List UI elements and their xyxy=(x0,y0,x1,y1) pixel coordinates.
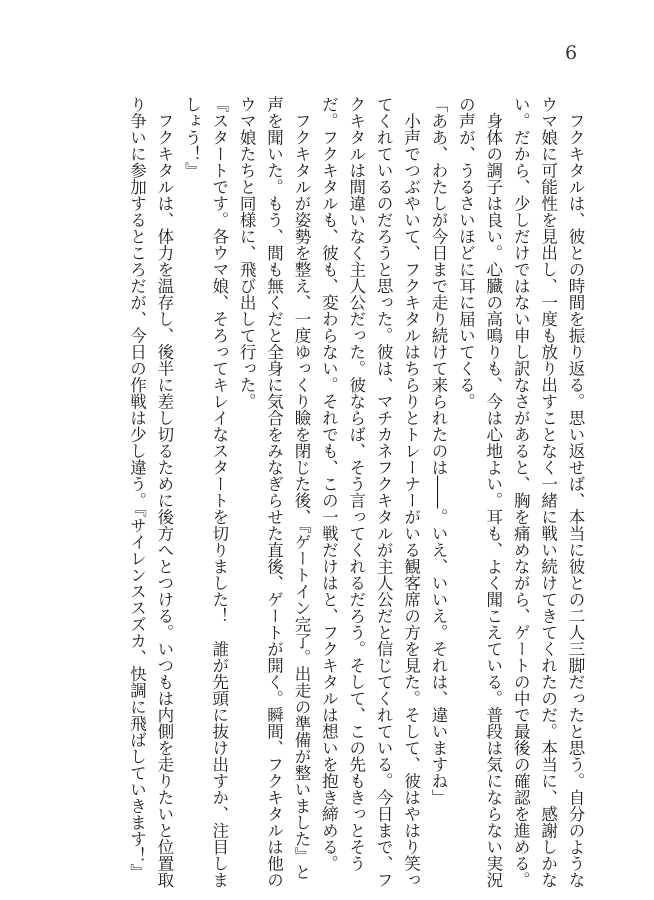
text-line: フクキタルが姿勢を整え、一度ゆっくり瞼を閉じた後、『ゲートイン完了。出走の準備が整いました』と xyxy=(291,96,311,880)
text-line: り争いに参加するところだが、今日の作戦は少し違う。『サイレンススズカ、快調に飛ばしていきます！』 xyxy=(127,96,147,880)
text-line: 小声でつぶやいて、フクキタルはちらりとトレーナーがいる観客席の方を見た。そして、彼はやはり笑っ xyxy=(401,96,421,888)
text-line: 声を聞いた。もう、間も無くだと全身に気合をみなぎらせた直後、ゲートが開く。瞬間、フクキタルは他の xyxy=(264,96,284,888)
text-line: 身体の調子は良い。心臓の高鳴りも、今は心地よい。耳も、よく聞こえている。普段は気にならない実況 xyxy=(483,96,503,888)
text-line: 『スタートです。各ウマ娘、そろってキレイなスタートを切りました！ 誰が先頭に抜け出すか、注目しま xyxy=(209,96,229,888)
text-line: クキタルは間違いなく主人公だった。彼ならば、そう言ってくれるだろう。そして、この先もきっとそう xyxy=(346,96,366,872)
text-line: だ。フクキタルも、彼も、変わらない。それでも、この一戦だけはと、フクキタルは想いを抱き締める。 xyxy=(319,96,339,872)
text-line: の声が、うるさいほどに耳に届いてくる。 xyxy=(456,96,476,410)
text-line: フクキタルは、体力を温存し、後半に差し切るために後方へとつける。いつもは内側を走りたいと位置取 xyxy=(154,96,174,888)
text-line: ウマ娘に可能性を見出し、一度も放り出すことなく一緒に戦い続けてきてくれたのだ。本当に、感謝しかな xyxy=(538,96,558,888)
text-line: しょう！』 xyxy=(182,96,202,179)
page-number: 6 xyxy=(565,42,578,64)
text-line: フクキタルは、彼との時間を振り返る。思い返せば、本当に彼との二人三脚だったと思う。自分のような xyxy=(566,96,585,888)
text-line: 「ああ、わたしが今日まで走り続けて来られたのは――。いえ、いいえ。それは、違いますね」 xyxy=(428,96,448,806)
text-line: てくれているのだろうと思った。彼は、マチカネフクキタルが主人公だと信じてくれている。今日まで、フ xyxy=(374,96,394,888)
text-line: い。だから、少しだけではない申し訳なさがあると、胸を痛めながら、ゲートの中で最後の確認を進める。 xyxy=(511,96,531,888)
text-line: ウマ娘たちと同様に、飛び出して行った。 xyxy=(237,96,257,410)
vertical-body-text xyxy=(123,96,589,888)
